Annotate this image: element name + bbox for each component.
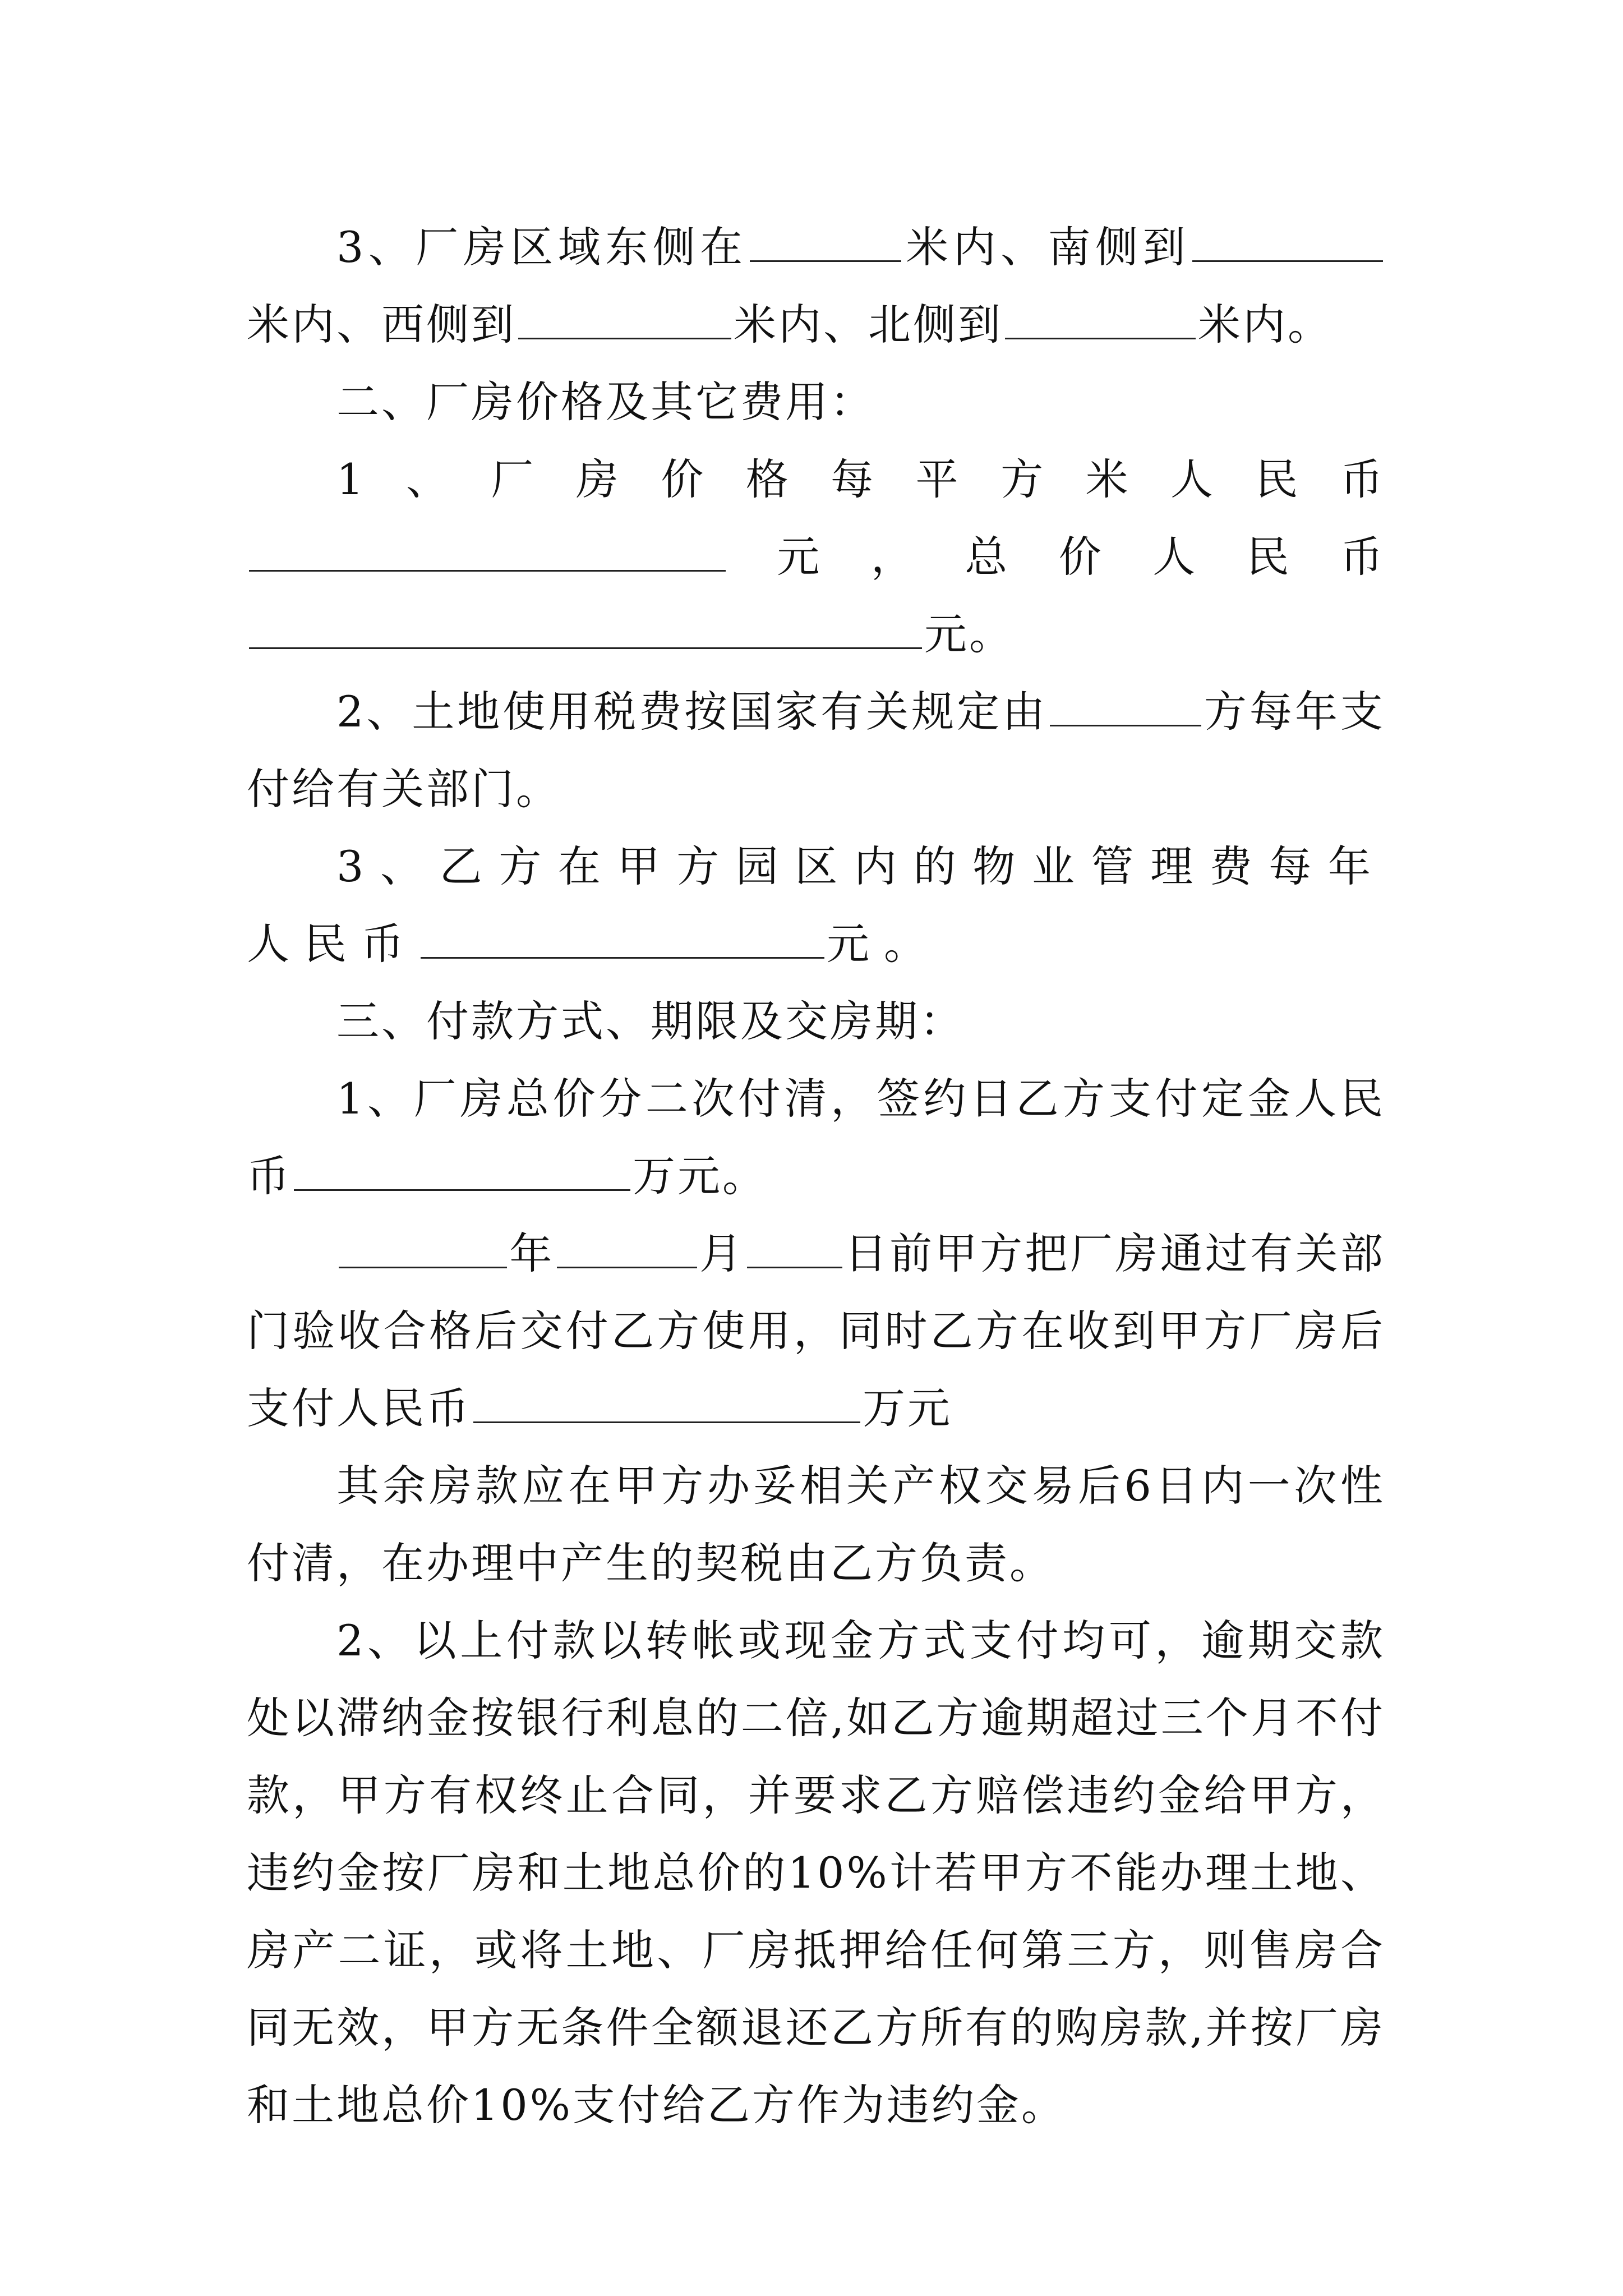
section-heading-price: 二、厂房价格及其它费用：: [336, 377, 875, 427]
text-segment: 元。: [924, 609, 1014, 659]
section-heading-payment: 三、付款方式、期限及交房期：: [336, 996, 965, 1046]
text-segment: 米内、北侧到: [734, 300, 1003, 349]
text-segment: 方每年支付给有关部门。: [247, 687, 1386, 814]
text-segment: 米内、西侧到: [247, 300, 516, 349]
blank-line: [249, 530, 726, 572]
text-segment: 1、厂房价格每平方米人民币: [336, 454, 1385, 504]
blank-line: [747, 1226, 842, 1268]
document-body: [247, 209, 1385, 2144]
text-segment: 3、乙方在甲方园区内的物业管理费每年人民币: [247, 841, 1385, 969]
blank-line: [473, 1381, 860, 1423]
text-segment: 元，总价人民币: [728, 532, 1385, 582]
blank-line: [750, 220, 901, 262]
text-segment: 万元: [863, 1383, 952, 1433]
text-segment: 月: [699, 1228, 745, 1278]
text-segment: 万元。: [633, 1151, 767, 1201]
paragraph-area-boundaries: [247, 209, 1385, 364]
blank-line: [557, 1226, 697, 1268]
blank-line: [249, 607, 922, 649]
text-segment: 米内。: [1198, 300, 1332, 349]
text-segment: 3、厂房区域东侧在: [336, 222, 748, 272]
blank-line: [421, 917, 824, 959]
paragraph-price: [247, 441, 1385, 673]
paragraph-payment-terms: 2、以上付款以转帐或现金方式支付均可，逾期交款处以滞纳金按银行利息的二倍,如乙方逾期超过三个月不付款，甲方有权终止合同，并要求乙方赔偿违约金给甲方，违约金按厂房和土地总价的10%计若甲方不能办理土地、房产二证，或将土地、厂房抵押给任何第三方，则售房合同无效，甲方无条件全额退还乙方所有的购房款,并按厂房和土地总价10%支付给乙方作为违约金。: [247, 1616, 1385, 2130]
text-segment: 元。: [827, 919, 941, 969]
paragraph-land-tax: [247, 673, 1385, 828]
blank-line: [518, 297, 731, 339]
paragraph-handover: [247, 1215, 1385, 1447]
text-segment: 年: [509, 1228, 555, 1278]
blank-line: [1192, 220, 1383, 262]
text-segment: 米内、南侧到: [903, 222, 1190, 272]
text-segment: 1、厂房总价分二次付清，签约日乙方支付定金人民币: [247, 1074, 1385, 1201]
paragraph-property-fee: [247, 828, 1385, 983]
paragraph-deposit: [247, 1060, 1385, 1215]
paragraph-remaining-payment: 其余房款应在甲方办妥相关产权交易后6日内一次性付清，在办理中产生的契税由乙方负责。: [247, 1461, 1385, 1588]
blank-line: [1050, 684, 1201, 726]
blank-line: [339, 1226, 507, 1268]
blank-line: [294, 1149, 630, 1191]
text-segment: 2、土地使用税费按国家有关规定由: [336, 687, 1048, 737]
text-segment: 日前甲方把厂房通过有关部门验收合格后交付乙方使用，同时乙方在收到甲方厂房后支付人民币: [247, 1228, 1385, 1433]
blank-line: [1005, 297, 1196, 339]
